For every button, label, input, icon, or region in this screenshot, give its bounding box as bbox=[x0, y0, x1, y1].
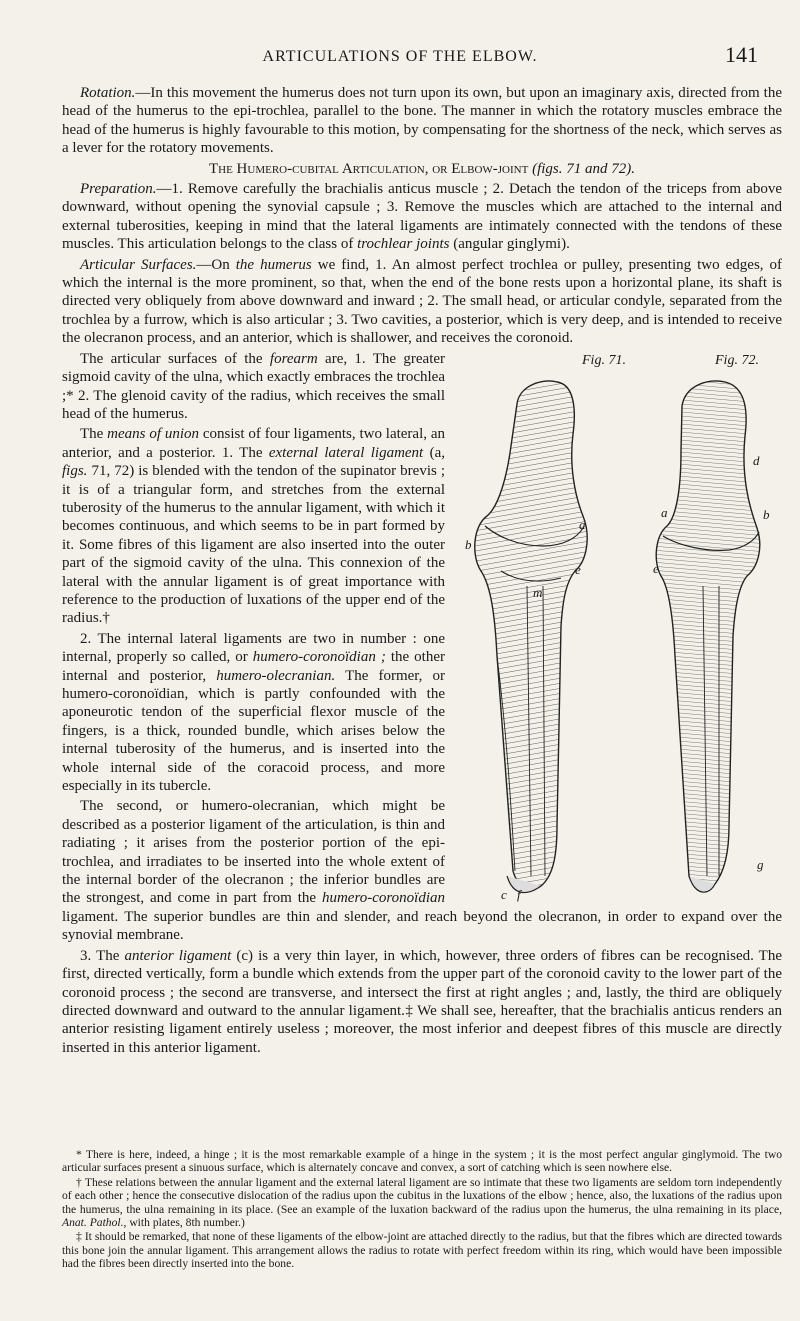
surfaces-p2b: are, 1. The greater sigmoid cavity of the ulna, which exactly embraces the trochlea ;* 2. The glenoid cavity of the radius, which receives the small head of the humerus. bbox=[62, 350, 446, 422]
anterior-paragraph bbox=[62, 947, 782, 1057]
surfaces-p2i: forearm bbox=[269, 350, 318, 367]
fig71-letter-c: c bbox=[501, 886, 507, 902]
anterior-i: anterior ligament bbox=[124, 947, 232, 964]
fig72-letter-b: b bbox=[763, 506, 770, 522]
footnote-3: ‡ It should be remarked, that none of these ligaments of the elbow-joint are attached directly to the radius, but that the fibres which are directed towards this bone join the annular ligament. This arrangement allows the radius to rotate with perfect freedom within its ring, which would have been impossible had the fibres been directly inserted into the bone. bbox=[62, 1230, 782, 1271]
rotation-heading: Rotation. bbox=[80, 85, 136, 101]
fig72-drawing bbox=[656, 381, 760, 892]
surfaces-paragraph bbox=[62, 256, 782, 348]
internal-b: the other internal and posterior, bbox=[62, 649, 446, 684]
running-head: ARTICULATIONS OF THE ELBOW. bbox=[262, 48, 538, 65]
fig71-letter-m: m bbox=[533, 584, 543, 600]
second-a: The second, or humero-olecranian, which might be described as a posterior ligament of the articulation, is thin and radiating ; it arises from the posterior portion of the epi-trochlea, and irradiates to be inserted into the whole extent of the internal border of the olecranon ; the inferior bundles are the strongest, and come in part from the bbox=[62, 798, 445, 907]
second-b: ligament. The superior bundles are thin and slender, and reach beyond the olecranon, in order to expand over the synovial membrane. bbox=[62, 908, 782, 944]
footnote-2i: Anat. Pathol., bbox=[62, 1216, 127, 1230]
figure-elbow-ligaments bbox=[457, 352, 782, 902]
anterior-b: (c) is a very thin layer, in which, however, three orders of fibres can be recognised. The first, directed vertically, form a bundle which extends from the upper part of the coronoid cavity to the lower part of the coronoid process ; the second are transverse, and intersect the first at right angles ; and, lastly, the third are obliquely directed downward and outward to the annular ligament.‡ We shall see, hereafter, that the brachialis anticus renders an anterior resisting ligament entirely useless ; moreover, the most inferior and deepest fibres of this muscle are directly inserted in this anterior ligament. bbox=[62, 947, 782, 1056]
fig71-letter-a: a bbox=[579, 516, 586, 532]
elbow-illustration bbox=[457, 356, 782, 898]
preparation-end: (angular ginglymi). bbox=[453, 236, 570, 253]
surfaces-p2a: The articular surfaces of the bbox=[80, 350, 263, 367]
footnote-2b: with plates, 8th number.) bbox=[129, 1216, 245, 1230]
fig71-letter-f: f bbox=[517, 886, 521, 902]
section-title bbox=[62, 160, 782, 178]
fig71-letter-e: e bbox=[575, 561, 581, 577]
footnote-2a: † These relations between the annular ligament and the external lateral ligament are so intimate that these two ligaments are seldom torn independently of each other ; hence the consecutive dislocation of the radius upon the cubitus in the luxations of the elbow ; hence, also, the luxations of the radius upon the humerus, the ulna remaining in its place. (See an example of the luxation backward of the radius upon the humerus, the ulna remaining in its place, bbox=[62, 1175, 782, 1216]
surfaces-p1b: we find, 1. An almost perfect trochlea or pulley, presenting two edges, of which the internal is the more prominent, so that, when the end of the bone rests upon a horizontal plane, its shaft is directed very obliquely from above downward and inward ; 2. The small head, or articular condyle, separated from the trochlea by a furrow, which is also articular ; 3. Two cavities, a posterior, which is very deep, and is intended to receive the olecranon process, and an anterior, which is shallower, and receives the coronoid. bbox=[62, 256, 783, 347]
page-number: 141 bbox=[725, 42, 758, 67]
preparation-text: —1. Remove carefully the brachialis anticus muscle ; 2. Detach the tendon of the triceps from above downward, without opening the synovial capsule ; 3. Remove the muscles which are attached to the internal and external tuberosities, keeping in mind that the lateral ligaments are intimately connected with the tendons of these muscles. This articulation belongs to the class of bbox=[62, 181, 782, 253]
fig71-letter-b: b bbox=[465, 536, 472, 552]
section-figs: (figs. 71 and 72). bbox=[532, 160, 635, 177]
union-i3: figs. bbox=[62, 463, 88, 480]
union-i2: external lateral ligament bbox=[268, 444, 424, 461]
fig72-label: Fig. 72. bbox=[715, 352, 759, 368]
second-i: humero-coronoïdian bbox=[321, 890, 445, 907]
fig72-letter-a: a bbox=[661, 504, 668, 520]
rotation-text: —In this movement the humerus does not turn upon its own, but upon an imaginary axis, directed from the head of the humerus to the epi-trochlea, parallel to the bone. The manner in which the rotatory muscles embrace the head of the humerus is highly favourable to this motion, by compensating for the shortness of the neck, which serves as a lever for the rotatory movements. bbox=[62, 85, 782, 157]
fig71-drawing bbox=[475, 381, 587, 893]
surfaces-p1i: the humerus bbox=[235, 256, 312, 273]
footnote-1: * There is here, indeed, a hinge ; it is the most remarkable example of a hinge in the system ; it is the most perfect angular ginglymoid. The two articular surfaces present a sinuous surface, which is alternately concave and convex, a sort of catching which is seen nowhere else. bbox=[62, 1148, 782, 1175]
preparation-italic: trochlear joints bbox=[357, 236, 450, 253]
anterior-a: 3. The bbox=[80, 947, 120, 964]
preparation-heading: Preparation. bbox=[80, 181, 157, 198]
footnotes bbox=[62, 1148, 782, 1272]
union-c: (a, bbox=[429, 444, 446, 461]
section-title-text: The Humero-cubital Articulation, or Elbow-joint bbox=[208, 160, 529, 177]
surfaces-heading: Articular Surfaces. bbox=[80, 256, 197, 273]
union-b: consist of four ligaments, two lateral, an anterior, and a posterior. 1. The bbox=[62, 426, 445, 461]
footnote-2 bbox=[62, 1176, 782, 1230]
internal-c: The former, or humero-coronoïdian, which is partly confounded with the aponeurotic tendon of the superficial flexor muscle of the fingers, is a thick, rounded bundle, which arises below the internal tuberosity of the humerus, and is inserted into the whole internal side of the coracoid process, and more especially in its tubercle. bbox=[62, 667, 446, 795]
union-d: 71, 72) is blended with the tendon of the supinator brevis ; it is of a triangular form, and stretches from the external tuberosity of the humerus to the annular ligament, with which it becomes continuous, and which seems to be in part formed by it. Some fibres of this ligament are also inserted into the outer part of the sigmoid cavity of the ulna. This connexion of the lateral with the annular ligament is of great importance with reference to the production of luxations of the upper end of the radius.† bbox=[62, 463, 446, 627]
union-a: The bbox=[80, 426, 104, 443]
internal-i: humero-coronoïdian ; bbox=[252, 649, 386, 666]
fig72-letter-e: e bbox=[653, 560, 659, 576]
fig72-letter-g: g bbox=[757, 856, 764, 872]
body-text bbox=[62, 84, 782, 1059]
surfaces-p1a: —On bbox=[196, 256, 230, 273]
fig71-label: Fig. 71. bbox=[582, 352, 626, 368]
internal-a: 2. The internal lateral ligaments are two in number : one internal, properly so called, or bbox=[62, 630, 445, 666]
internal-i2: humero-olecranian. bbox=[216, 667, 336, 684]
rotation-paragraph bbox=[62, 84, 782, 158]
preparation-paragraph bbox=[62, 180, 782, 254]
union-i: means of union bbox=[107, 426, 200, 443]
fig72-letter-d: d bbox=[753, 452, 760, 468]
